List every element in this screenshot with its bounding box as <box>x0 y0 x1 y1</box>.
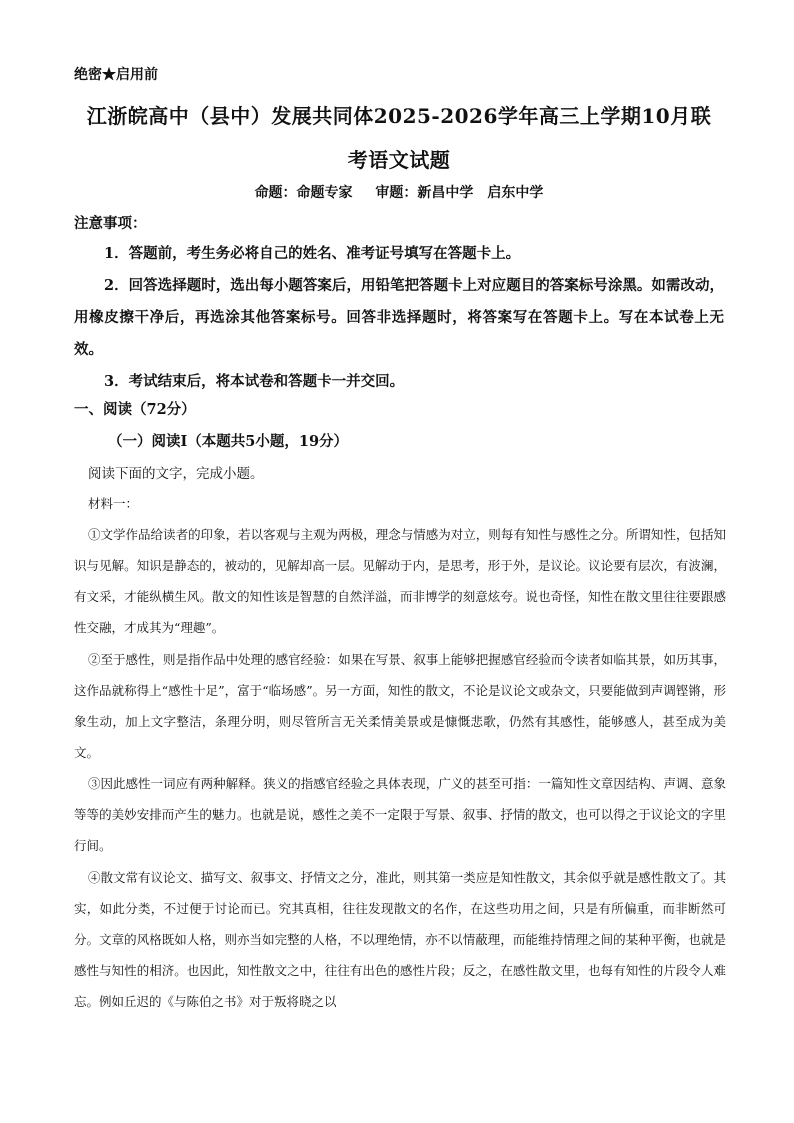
authors-line: 命题：命题专家 审题：新昌中学 启东中学 <box>254 185 544 201</box>
section-title: 一、阅读（72分） <box>74 401 196 418</box>
exam-title-line1: 江浙皖高中（县中）发展共同体2025-2026学年高三上学期10月联 <box>86 104 712 128</box>
paragraph: ①文学作品给读者的印象，若以客观与主观为两极，理念与情感为对立，则每有知性与感性之分。所谓知性，包括知识与见解。知识是静态的，被动的，见解却高一层。见解动于内，是思考，形于外，是议论。议论要有层次，有波澜，有文采，才能纵横生风。散文的知性该是智慧的自然洋溢，而非博学的刻意炫夸。说也奇怪，知性在散文里往往要跟感性交融，才成其为“理趣”。 <box>74 527 726 635</box>
exam-title-line2: 考语文试题 <box>347 148 451 172</box>
paragraph: ③因此感性一词应有两种解释。狭义的指感官经验之具体表现，广义的甚至可指：一篇知性文章因结构、声调、意象等等的美妙安排而产生的魅力。也就是说，感性之美不一定限于写景、叙事、抒情的散文，也可以得之于议论文的字里行间。 <box>74 776 726 853</box>
subsection-title: （一）阅读Ⅰ（本题共5小题，19分） <box>108 433 349 450</box>
paragraph: ④散文常有议论文、描写文、叙事文、抒情文之分，准此，则其第一类应是知性散文，其余似乎就是感性散文了。其实，如此分类，不过便于讨论而已。究其真相，往往发现散文的名作，在这些功用之间，只是有所偏重，而非断然可分。文章的风格既如人格，则亦当如完整的人格，不以理绝情，亦不以情蔽理，而能维持情理之间的某种平衡，也就是感性与知性的相济。也因此，知性散文之中，往往有出色的感性片段；反之，在感性散文里，也每有知性的片段令人难忘。例如丘迟的《与陈伯之书》对于叛将晓之以 <box>74 870 726 1009</box>
confidential-mark: 绝密★启用前 <box>74 67 158 83</box>
material-label: 材料一： <box>88 496 139 511</box>
notice-item: 3．考试结束后，将本试卷和答题卡一并交回。 <box>104 373 405 390</box>
paragraph: ②至于感性，则是指作品中处理的感官经验：如果在写景、叙事上能够把握感官经验而令读者如临其景，如历其事，这作品就称得上“感性十足”，富于“临场感”。另一方面，知性的散文，不论是议论文或杂文，只要能做到声调铿锵，形象生动，加上文字整洁，条理分明，则尽管所言无关柔情美景或是慷慨悲歌，仍然有其感性，能够感人，甚至成为美文。 <box>74 652 726 760</box>
notice-heading: 注意事项： <box>74 215 147 232</box>
notice-item: 1．答题前，考生务必将自己的姓名、准考证号填写在答题卡上。 <box>104 245 521 262</box>
notice-item: 2．回答选择题时，选出每小题答案后，用铅笔把答题卡上对应题目的答案标号涂黑。如需改动，用橡皮擦干净后，再选涂其他答案标号。回答非选择题时，将答案写在答题卡上。写在本试卷上无效。 <box>74 277 724 358</box>
reading-instruction: 阅读下面的文字，完成小题。 <box>88 466 264 482</box>
